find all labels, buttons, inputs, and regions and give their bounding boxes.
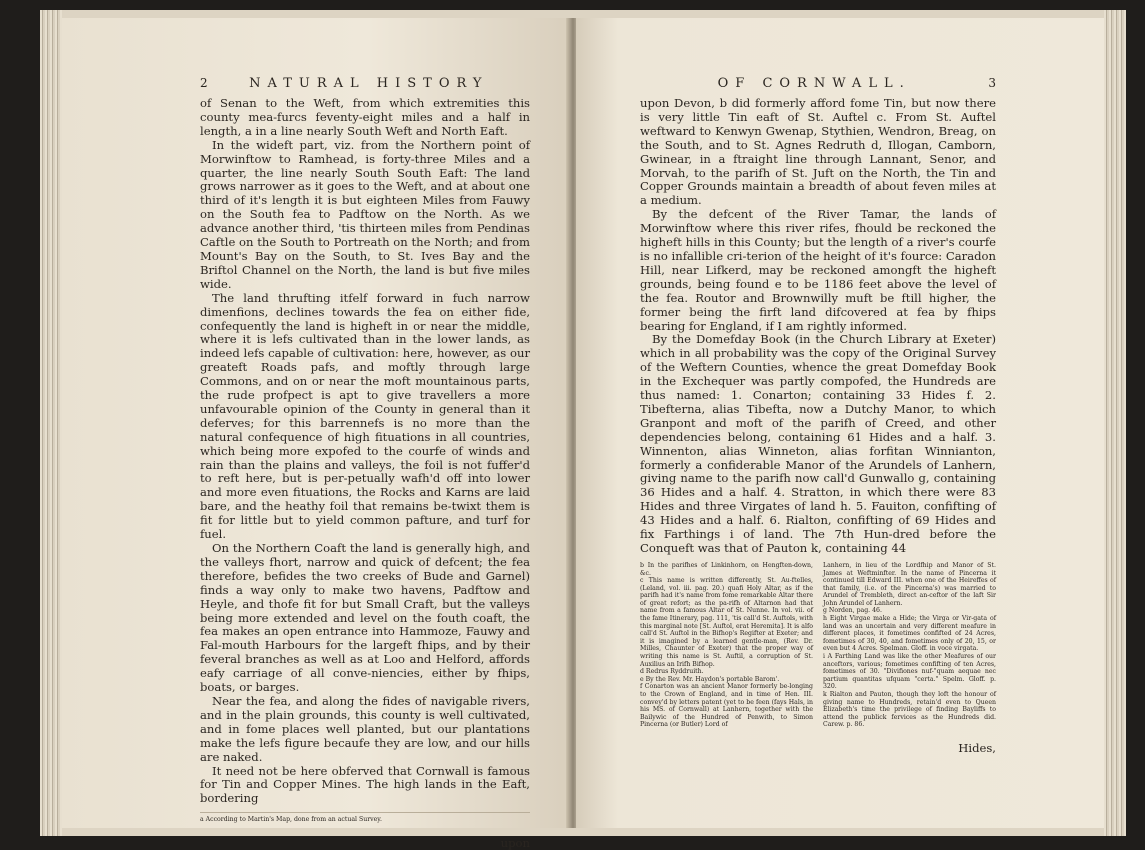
page-number: 3 xyxy=(988,76,996,90)
footnote: k Rialton and Pauton, though they loft the honour of giving name to Hundreds, retain'd even to Queen Elizabeth's time the privilege of finding Bayliffs to attend the publick fervices as the Hundreds did. Carew. p. 86. xyxy=(823,691,996,729)
right-page xyxy=(576,18,1104,828)
footnote: g Norden, pag. 46. xyxy=(823,607,882,615)
footnote: f Conarton was an ancient Manor formerly be-longing to the Crown of England, and in time of Hen. III. convey'd by letters patent (yet to be feen (fays Hals, in his MS. of Cornwall) at Lanhern, together with the Bailywic of the Hundred of Penwith, to Simon Pincerna (or Butler) Lord of xyxy=(640,683,813,729)
left-body-text xyxy=(200,97,530,806)
paragraph: By the defcent of the River Tamar, the lands of Morwinftow where this river rifes, fhould be reckoned the higheft hills in this County; but the length of a river's courfe is no infallible cri-terion of the height of it's fource: Caradon Hill, near Lifkerd, may be reckoned amongft the higheft grounds, being found e to be 1186 feet above the level of the fea. Routor and Brownwilly muft be ftill higher, the former being the firft land difcovered at fea by fhips bearing for England, if I am rightly informed. xyxy=(640,207,996,333)
paragraph: Near the fea, and along the fides of navigable rivers, and in the plain grounds, this county is well cultivated, and in fome places well planted, but our plantations make the lefs figure becaufe they are low, and our hills are naked. xyxy=(200,693,530,764)
paragraph: By the Domefday Book (in the Church Library at Exeter) which in all probability was the copy of the Original Survey of the Weftern Counties, whence the great Domefday Book in the Exchequer was partly compofed, the Hundreds are thus named: 1. Conarton; containing 33 Hides f. 2. Tibefterna, alias Tibefta, now a Dutchy Manor, to which Granpont and moft of the parifh of Creed, and other dependencies belong, containing 61 Hides and a half. 3. Winnenton, alias Winneton, alias forfitan Winnianton, formerly a confiderable Manor of the Arundels of Lanhern, giving name to the parifh now call'd Gunwallo g, containing 36 Hides and a half. 4. Stratton, in which there were 83 Hides and three Virgates of land h. 5. Fauiton, confifting of 43 Hides and a half. 6. Rialton, confifting of 69 Hides and fix Farthings i of land. The 7th Hun-dred before the Conqueft was that of Pauton k, containing 44 xyxy=(640,332,996,555)
footnote: b In the parifhes of Linkinhorn, on Hengften-down, &c. xyxy=(640,561,813,577)
page-number: 2 xyxy=(200,76,208,90)
footnote: e By the Rev. Mr. Haydon's portable Barom'. xyxy=(640,675,780,683)
footnote: a According to Martin's Map, done from an actual Survey. xyxy=(200,816,382,824)
paragraph: The land thrufting itfelf forward in fuch narrow dimenfions, declines towards the fea on either fide, confequently the land is higheft in or near the middle, where it is lefs cultivated than in the lower lands, as indeed lefs capable of cultivation: here, however, as our greateft Roads pafs, and moftly through large Commons, and on or near the moft mountainous parts, the rude profpect is apt to give travellers a more unfavourable opinion of the County in general than it deferves; for this barrennefs is no more than the natural confequence of high fituations in all countries, which being more expofed to the courfe of winds and rain than the plains and valleys, the foil is not fuffer'd to reft here, but is per-petually wafh'd off into lower and more even fituations, the Rocks and Karns are laid bare, and the heathy foil that remains be-twixt them is fit for little but to yield common pafture, and turf for fuel. xyxy=(200,290,530,542)
right-body-text xyxy=(640,97,996,556)
footnote-column-2 xyxy=(823,562,996,729)
right-footnotes xyxy=(640,562,996,729)
footnote-column-1 xyxy=(640,562,813,729)
paragraph: On the Northern Coaft the land is generally high, and the valleys fhort, narrow and quick of defcent; the fea therefore, befides the two creeks of Bude and Garnel) finds a way only to make two havens, Padftow and Heyle, and thofe fit for but Small Craft, but the valleys being more extended and level on the fouth coaft, the fea makes an open entrance into Hammoze, Fauwy and Fal-mouth Harbours for the largeft fhips, and by their feveral branches as well as at Loo and Helford, affords eafy carriage of all conve-niencies, either by fhips, boats, or barges. xyxy=(200,541,530,695)
footnote: c This name is written differently, St. Au-ftelles, (Leland, vol. iii. pag. 20.) quafi Holy Altar, as if the parifh had it's name from fome remarkable Altar there of great refort; as the pa-rifh of Altarnon had that name from a famous Altar of St. Nunne. In vol. vii. of the fame Itinerary, pag. 111, 'tis call'd St. Auftols, with this marginal note [St. Auftol, erat Heremita]. It is alfo call'd St. Auftol in the Bifhop's Regifter at Exeter; and it is imagined by a learned gentle-man, (Rev. Dr. Milles, Chaunter of Exeter) that the proper way of writing this name is St. Auftil, a corruption of St. Auxilius an Irifh Bifhop. xyxy=(640,577,813,668)
paragraph: upon Devon, b did formerly afford fome Tin, but now there is very little Tin eaft of St. Auftel c. From St. Auftel weftward to Kenwyn Gwenap, Stythien, Wendron, Breag, on the South, and to St. Agnes Redruth d, Illogan, Camborn, Gwinear, in a ftraight line through Lannant, Senor, and Morvah, to the parifh of St. Juft on the North, the Tin and Copper Grounds maintain a breadth of about feven miles at a medium. xyxy=(640,96,996,208)
right-page-edges xyxy=(1104,10,1126,836)
footnote: i A Farthing Land was like the other Meafures of our anceftors, various; fometimes confifting of ten Acres, fometimes of 30. "Divifiones nuf-"quam aequae nec partium quantitas ufquam "certa." Spelm. Gloff. p. 320. xyxy=(823,653,996,691)
paragraph: It need not be here obferved that Cornwall is famous for Tin and Copper Mines. The high lands in the Eaft, bordering xyxy=(200,763,530,806)
left-footnotes xyxy=(200,812,530,824)
running-head-title: NATURAL HISTORY xyxy=(249,76,489,91)
right-text-column xyxy=(640,76,996,755)
footnote: h Eight Virgae make a Hide; the Virga or Vir-gata of land was an uncertain and very different meafure in different places, it fometimes confifted of 24 Acres, fometimes of 30, 40, and fometimes only of 20, 15, or even but 4 Acres. Spelman. Gloff. in voce virgata. xyxy=(823,615,996,653)
catchword: Hides, xyxy=(958,740,996,755)
right-running-head xyxy=(640,76,996,91)
paragraph: In the wideft part, viz. from the Northern point of Morwinftow to Ramhead, is forty-three Miles and a quarter, the line nearly South South Eaft: The land grows narrower as it goes to the Weft, and at about one third of it's length it is but eighteen Miles from Fauwy on the South fea to Padftow on the North. As we advance another third, 'tis thirteen miles from Pendinas Caftle on the South to Portreath on the North; and from Mount's Bay on the South, to St. Ives Bay and the Briftol Channel on the North, the land is but five miles wide. xyxy=(200,137,530,291)
running-head-title: OF CORNWALL. xyxy=(717,76,911,91)
left-text-column xyxy=(200,76,530,850)
left-page xyxy=(62,18,570,850)
footnote: Lanhern, in lieu of the Lordfhip and Manor of St. James at Weftminfter. In the name of Pincerna it continued till Edward III. when one of the Heireffes of that family, (i.e. of the Pincerna's) was married to Arundel of Trembleth, direct an-ceftor of the laft Sir John Arundel of Lanhern. xyxy=(823,561,996,607)
left-page-edges xyxy=(40,10,62,836)
left-running-head xyxy=(200,76,530,91)
footnote: d Redrus Ryddruith. xyxy=(640,668,704,676)
catchword: upon xyxy=(500,835,530,850)
paragraph: of Senan to the Weft, from which extremities this county mea-furcs feventy-eight miles and a half in length, a in a line nearly South Weft and North Eaft. xyxy=(200,96,530,138)
